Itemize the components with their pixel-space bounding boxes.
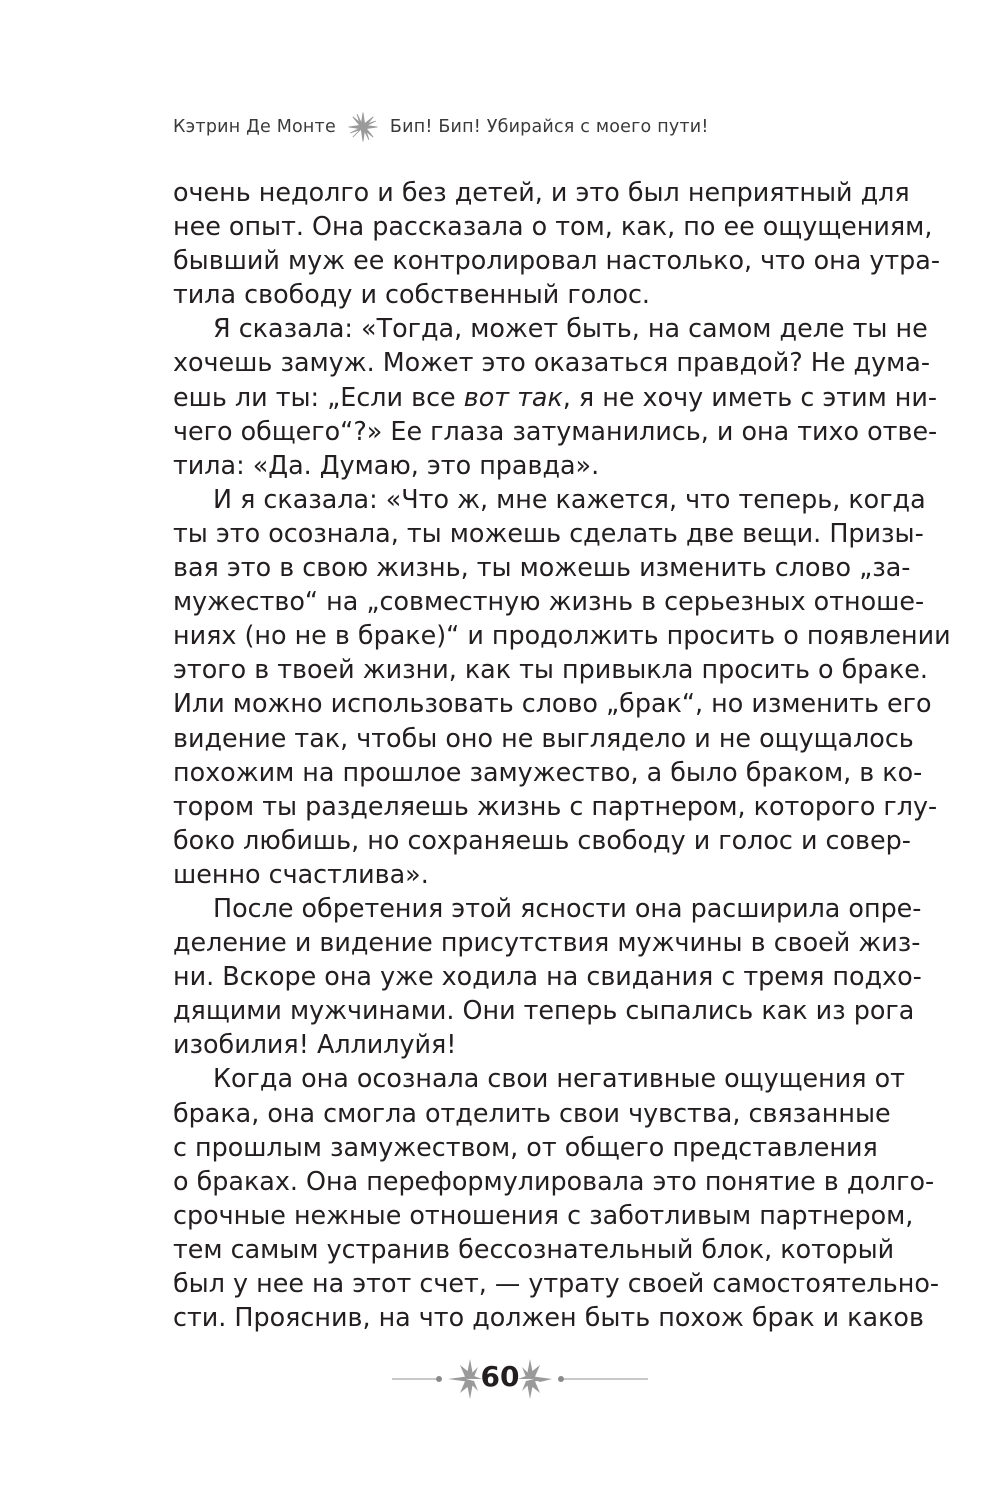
body-text — [173, 175, 951, 1334]
text-line: нее опыт. Она рассказала о том, как, по ее ощущениям, — [173, 211, 933, 242]
text-line: мужество“ на „совместную жизнь в серьезных отноше- — [173, 586, 925, 617]
text-line: дящими мужчинами. Они теперь сыпались как из рога — [173, 995, 915, 1026]
text-line: шенно счастлива». — [173, 858, 429, 889]
text-line: Или можно использовать слово „брак“, но изменить его — [173, 688, 932, 719]
header-author: Кэтрин Де Монте — [173, 117, 336, 137]
text-line: бывший муж ее контролировал настолько, что она утра- — [173, 245, 941, 276]
text-line: После обретения этой ясности она расширила опре- — [213, 892, 922, 923]
text-line: ниях (но не в браке)“ и продолжить просить о появлении — [173, 620, 951, 651]
text-line: брака, она смогла отделить свои чувства, связанные — [173, 1097, 891, 1128]
text-line: боко любишь, но сохраняешь свободу и голос и совер- — [173, 824, 911, 855]
text-line: Я сказала: «Тогда, может быть, на самом деле ты не — [213, 313, 928, 344]
text-line-with-italic — [173, 380, 938, 414]
text-line: чего общего“?» Ее глаза затуманились, и она тихо отве- — [173, 415, 938, 446]
text-line: ни. Вскоре она уже ходила на свидания с тремя подхо- — [173, 961, 922, 992]
text-line: Когда она осознала свои негативные ощущения от — [213, 1063, 905, 1094]
text-line: тила свободу и собственный голос. — [173, 279, 651, 310]
text-line: очень недолго и без детей, и это был неприятный для — [173, 177, 910, 207]
text-fragment: ешь ли ты: „Если все — [173, 381, 464, 412]
text-line: тем самым устранив бессознательный блок, который — [173, 1233, 895, 1264]
text-line: был у нее на этот счет, — утрату своей самостоятельно- — [173, 1268, 940, 1298]
text-line: ты это осознала, ты можешь сделать две вещи. Призы- — [173, 517, 924, 548]
starburst-left-icon — [392, 1359, 482, 1399]
page-number: 60 — [480, 1360, 520, 1393]
header-book-title: Бип! Бип! Убирайся с моего пути! — [389, 117, 709, 137]
text-line: о браках. Она переформулировала это понятие в долго- — [173, 1165, 935, 1196]
text-line: похожим на прошлое замужество, а было браком, в ко- — [173, 756, 923, 787]
text-line: деление и видение присутствия мужчины в своей жиз- — [173, 927, 921, 958]
text-fragment: , я не хочу иметь с этим ни- — [562, 381, 938, 412]
text-line: хочешь замуж. Может это оказаться правдой? Не дума- — [173, 347, 931, 378]
text-line: сти. Прояснив, на что должен быть похож брак и каков — [173, 1302, 924, 1333]
text-line: изобилия! Аллилуйя! — [173, 1029, 457, 1060]
text-line: этого в твоей жизни, как ты привыкла просить о браке. — [173, 654, 928, 685]
starburst-right-icon — [518, 1359, 648, 1399]
italic-emphasis: вот так — [463, 381, 563, 412]
starburst-icon — [346, 110, 380, 144]
text-line: видение так, чтобы оно не выглядело и не ощущалось — [173, 722, 914, 753]
text-line: тила: «Да. Думаю, это правда». — [173, 449, 600, 480]
text-line: тором ты разделяешь жизнь с партнером, которого глу- — [173, 790, 938, 821]
running-header — [173, 112, 873, 142]
text-line: срочные нежные отношения с заботливым партнером, — [173, 1199, 914, 1230]
text-line: вая это в свою жизнь, ты можешь изменить слово „за- — [173, 552, 911, 583]
text-line: с прошлым замужеством, от общего представления — [173, 1131, 878, 1162]
text-line: И я сказала: «Что ж, мне кажется, что теперь, когда — [213, 483, 926, 514]
